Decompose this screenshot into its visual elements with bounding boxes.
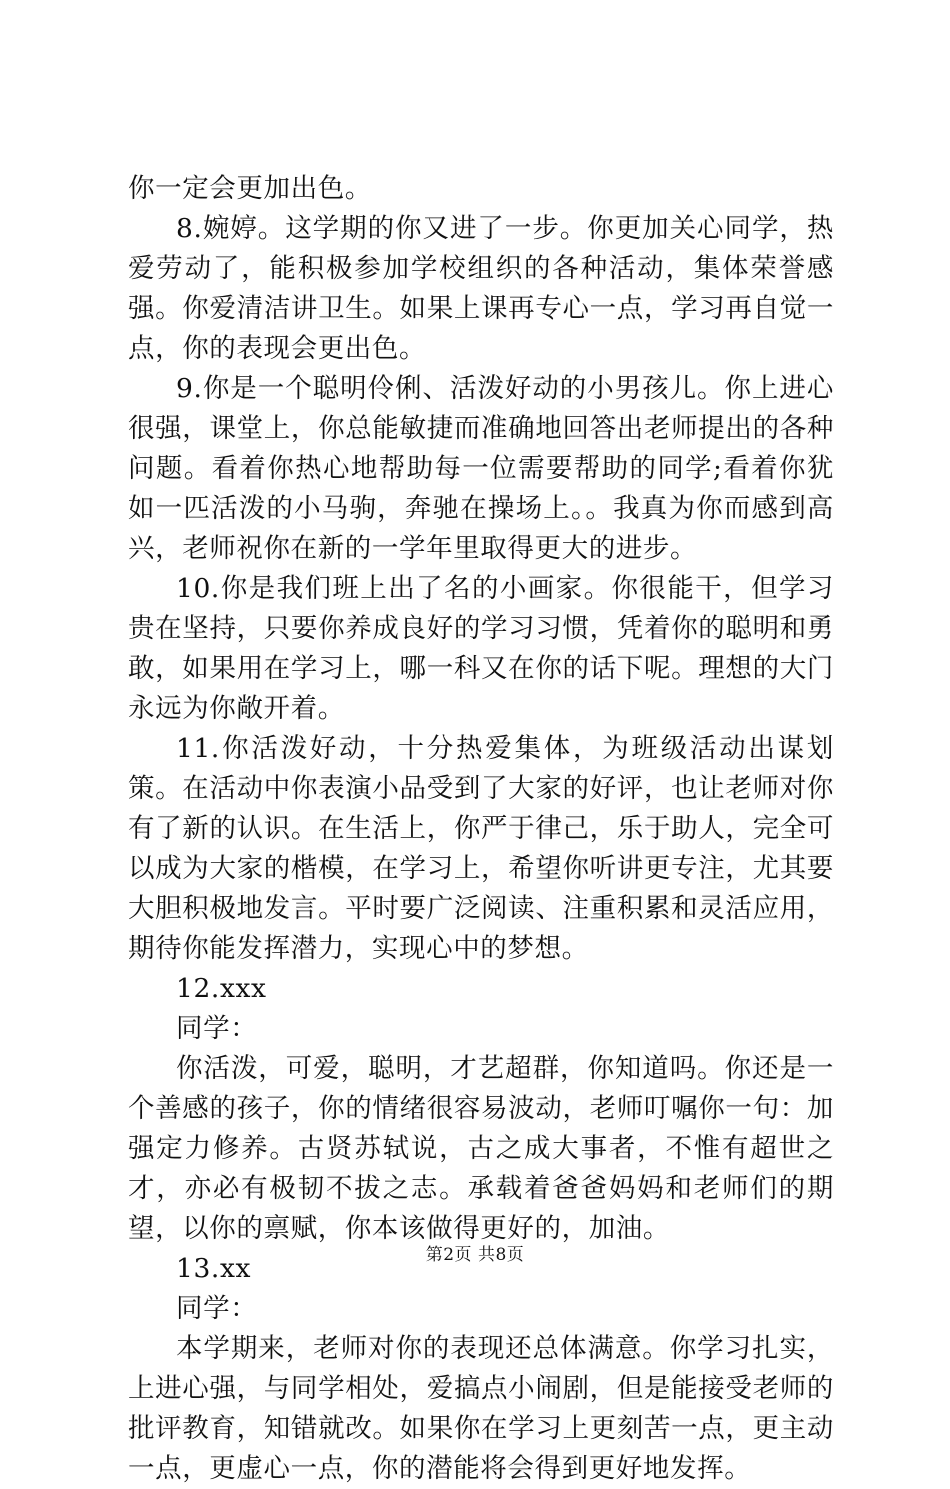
- paragraph-comment-13-heading: 13.xx: [176, 1253, 252, 1284]
- paragraph-comment-12-body: 你活泼，可爱，聪明，才艺超群，你知道吗。你还是一个善感的孩子，你的情绪很容易波动，老师叮嘱你一句：加强定力修养。古贤苏轼说，古之成大事者，不惟有超世之才，亦必有极韧不拔之志。承载着爸爸妈妈和老师们的期望，以你的禀赋，你本该做得更好的，加油。: [128, 1053, 834, 1244]
- paragraph-comment-8: 8.婉婷。这学期的你又进了一步。你更加关心同学，热爱劳动了，能积极参加学校组织的各种活动，集体荣誉感强。你爱清洁讲卫生。如果上课再专心一点，学习再自觉一点，你的表现会更出色。: [128, 213, 834, 364]
- paragraph-comment-11: 11.你活泼好动，十分热爱集体，为班级活动出谋划策。在活动中你表演小品受到了大家的好评，也让老师对你有了新的认识。在生活上，你严于律己，乐于助人，完全可以成为大家的楷模，在学习上，希望你听讲更专注，尤其要大胆积极地发言。平时要广泛阅读、注重积累和灵活应用，期待你能发挥潜力，实现心中的梦想。: [128, 733, 834, 964]
- paragraph-comment-13-salutation: 同学：: [176, 1293, 258, 1324]
- body-text: [128, 169, 834, 1489]
- paragraph-comment-10: 10.你是我们班上出了名的小画家。你很能干，但学习贵在坚持，只要你养成良好的学习习惯，凭着你的聪明和勇敢，如果用在学习上，哪一科又在你的话下呢。理想的大门永远为你敞开着。: [128, 573, 834, 724]
- paragraph-comment-12-salutation: 同学：: [176, 1013, 258, 1044]
- page-footer: 第2页 共8页: [425, 1245, 525, 1265]
- paragraph-comment-9: 9.你是一个聪明伶俐、活泼好动的小男孩儿。你上进心很强，课堂上，你总能敏捷而准确地回答出老师提出的各种问题。看着你热心地帮助每一位需要帮助的同学;看着你犹如一匹活泼的小马驹，奔驰在操场上。。我真为你而感到高兴，老师祝你在新的一学年里取得更大的进步。: [128, 373, 834, 564]
- paragraph-continuation: 你一定会更加出色。: [128, 173, 372, 204]
- paragraph-comment-12-heading: 12.xxx: [176, 973, 267, 1004]
- paragraph-comment-13-body: 本学期来，老师对你的表现还总体满意。你学习扎实，上进心强，与同学相处，爱搞点小闹剧，但是能接受老师的批评教育，知错就改。如果你在学习上更刻苦一点，更主动一点，更虚心一点，你的潜能将会得到更好地发挥。: [128, 1333, 834, 1484]
